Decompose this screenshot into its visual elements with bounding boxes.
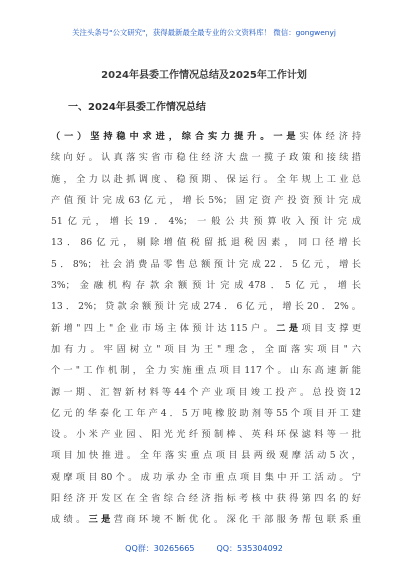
promo-banner[interactable]: 关注头条号"公文研究"，获得最新最全最专业的公文资料库！ 微信：gongwenyj — [72, 28, 336, 37]
paragraph-line: 亿元的华泰化工年产4．5万吨橡胶助剂等55个项目开工建 — [51, 407, 361, 419]
paragraph-line: 个一"工作机制，全力实施重点项目117个。山东高速新能 — [51, 365, 361, 377]
paragraph-line: 加有力。牢固树立"项目为王"理念，全面落实项目"六 — [51, 343, 361, 355]
paragraph-line: 观摩项目80个。成功承办全市重点项目集中开工活动。宁 — [51, 471, 361, 483]
point-marker: 二是 — [276, 322, 302, 334]
qq-group-number[interactable]: QQ群：30265665 — [125, 544, 195, 553]
paragraph-line: 13．86亿元，剔除增值税留抵退税因素，同口径增长 — [51, 237, 361, 249]
paragraph-line: 施，全力以赴抓调度、稳预期、保运行。全年规上工业总 — [51, 173, 361, 185]
paragraph-line — [51, 318, 361, 339]
paragraph-line — [51, 509, 361, 530]
point-marker: 三是 — [88, 514, 114, 526]
subsection-heading: （一）坚持稳中求进，综合实力提升。一是 — [51, 131, 300, 142]
paragraph-line: 13．2%；贷款余额预计完成274．6亿元，增长20．2%。 — [51, 301, 361, 313]
paragraph-line: 3%；金融机构存款余额预计完成478．5亿元，增长 — [51, 280, 361, 292]
paragraph-line: 5．8%；社会消费品零售总额预计完成22．5亿元，增长 — [51, 258, 361, 270]
body-paragraph — [51, 126, 361, 531]
paragraph-line: 产值预计完成63亿元，增长5%；固定资产投资预计完成 — [51, 194, 361, 206]
line-text: 新增"四上"企业市场主体预计达115户。 — [51, 322, 277, 334]
line-text: 实体经济持 — [299, 131, 361, 142]
document-title: 2024年县委工作情况总结及2025年工作计划 — [101, 70, 307, 81]
line-text: 成绩。 — [51, 514, 89, 526]
paragraph-line: 51亿元，增长19．4%；一般公共预算收入预计完成 — [51, 216, 361, 228]
contact-footer — [0, 543, 408, 554]
paragraph-line: 阳经济开发区在全省综合经济指标考核中获得第四名的好 — [51, 493, 361, 505]
section-heading: 一、2024年县委工作情况总结 — [68, 102, 206, 113]
line-text: 营商环境不断优化。深化干部服务帮包联系重 — [113, 514, 361, 526]
paragraph-line: 源一期、汇智新材料等44个产业项目竣工投产。总投资12 — [51, 386, 361, 398]
paragraph-line: 续向好。认真落实省市稳住经济大盘一揽子政策和接续措 — [51, 152, 361, 164]
line-text: 项目支撑更 — [301, 322, 361, 334]
qq-number[interactable]: QQ：535304092 — [216, 544, 283, 553]
paragraph-line: 项目加快推进。全年落实重点项目县两级观摩活动5次， — [51, 450, 361, 462]
paragraph-line — [51, 126, 361, 147]
paragraph-line: 设。小米产业园、阳光光纤预制棒、英科环保滤料等一批 — [51, 429, 361, 441]
